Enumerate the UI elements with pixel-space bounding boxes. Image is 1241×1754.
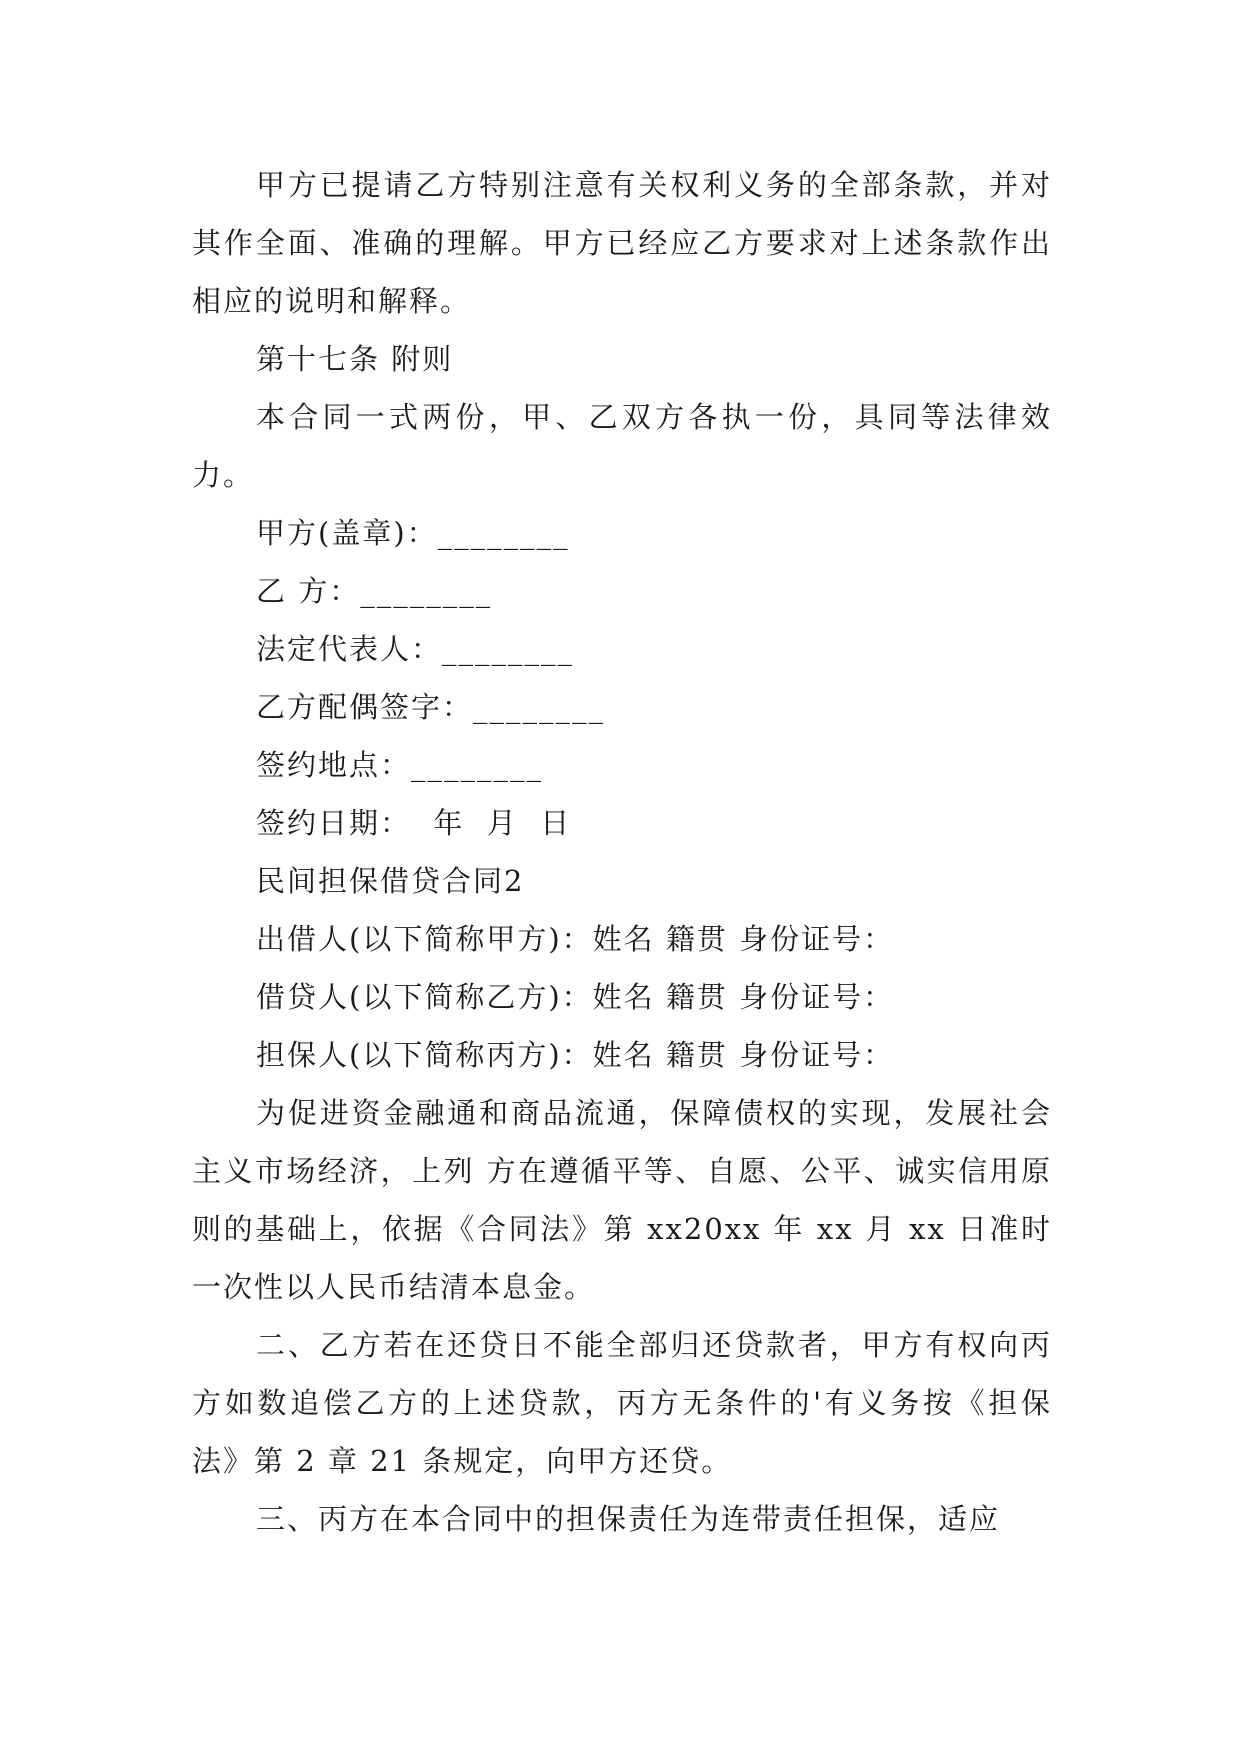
paragraph-notice: 甲方已提请乙方特别注意有关权利义务的全部条款，并对其作全面、准确的理解。甲方已经应乙方要求对上述条款作出相应的说明和解释。 xyxy=(192,168,1052,318)
paragraph-copies: 本合同一式两份，甲、乙双方各执一份，具同等法律效力。 xyxy=(192,400,1052,492)
guarantor-info: 担保人(以下简称丙方)：姓名 籍贯 身份证号： xyxy=(256,1038,895,1072)
document-body xyxy=(192,156,1052,1548)
paragraph-clause-2: 二、乙方若在还贷日不能全部归还贷款者，甲方有权向丙方如数追偿乙方的上述贷款，丙方无条件的'有义务按《担保法》第 2 章 21 条规定，向甲方还贷。 xyxy=(192,1328,1052,1478)
signature-legal-rep: 法定代表人：________ xyxy=(256,632,575,666)
signature-party-a: 甲方(盖章)：________ xyxy=(256,516,570,550)
contract-2-title: 民间担保借贷合同2 xyxy=(256,864,525,898)
article-17-heading: 第十七条 附则 xyxy=(256,342,454,376)
lender-info: 出借人(以下简称甲方)：姓名 籍贯 身份证号： xyxy=(256,922,895,956)
paragraph-clause-3: 三、丙方在本合同中的担保责任为连带责任担保，适应 xyxy=(256,1502,1001,1536)
signing-date: 签约日期： 年 月 日 xyxy=(256,806,572,840)
borrower-info: 借贷人(以下简称乙方)：姓名 籍贯 身份证号： xyxy=(256,980,895,1014)
signature-party-b: 乙 方：________ xyxy=(256,574,493,608)
signature-spouse: 乙方配偶签字：________ xyxy=(256,690,606,724)
paragraph-preamble: 为促进资金融通和商品流通，保障债权的实现，发展社会主义市场经济，上列 方在遵循平等、自愿、公平、诚实信用原则的基础上，依据《合同法》第 xx20xx 年 xx 月 xx 日准时一次性以人民币结清本息金。 xyxy=(192,1096,1052,1304)
signing-location: 签约地点：________ xyxy=(256,748,544,782)
